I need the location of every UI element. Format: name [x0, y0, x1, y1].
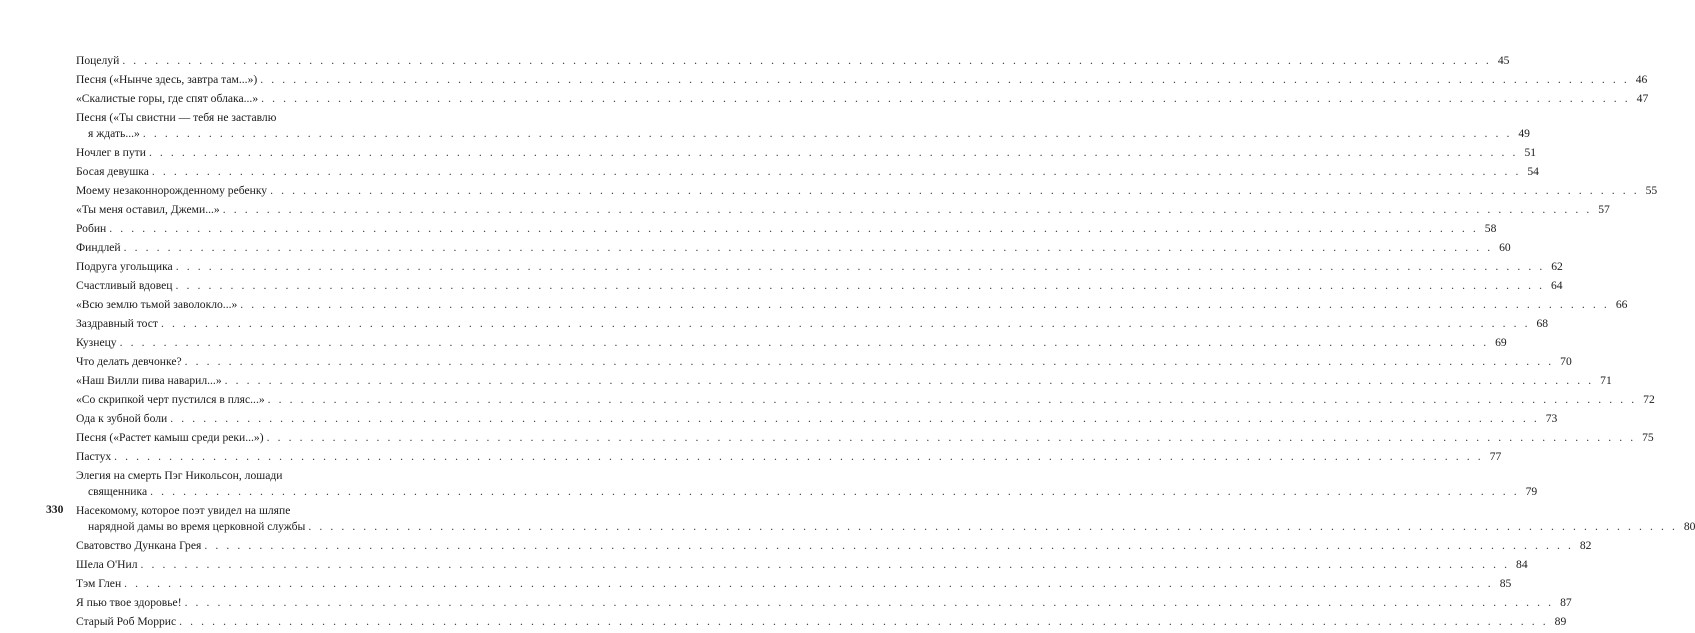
toc-entry-title: Я пью твое здоровье! [76, 596, 182, 609]
toc-entry [76, 297, 1628, 313]
toc-entry [76, 557, 1528, 573]
dot-leader [270, 183, 1639, 199]
toc-entry-page: 72 [1643, 393, 1655, 406]
toc-entry-title: «Со скрипкой черт пустился в пляс...» [76, 393, 265, 406]
toc-entry-page: 66 [1615, 298, 1628, 311]
toc-entry-row [76, 278, 1563, 294]
toc-entry-page: 47 [1636, 92, 1649, 105]
dot-leader [267, 430, 1636, 446]
dot-leader [179, 614, 1548, 630]
dot-leader [149, 145, 1518, 161]
toc-entry-page: 70 [1560, 355, 1572, 368]
toc-entry-row [76, 373, 1612, 389]
toc-entry-row [76, 430, 1654, 446]
dot-leader [124, 240, 1493, 256]
toc-entry-row [76, 53, 1510, 69]
toc-entry-page: 68 [1536, 317, 1549, 330]
toc-entry-title: священника [88, 485, 148, 498]
toc-entry-row [76, 576, 1512, 592]
toc-entry-title: «Ты меня оставил, Джеми...» [76, 203, 220, 216]
toc-entry-page: 46 [1635, 73, 1648, 86]
toc-entry [76, 240, 1511, 256]
dot-leader [185, 595, 1554, 611]
toc-entry-title: «Скалистые горы, где спят облака...» [76, 92, 259, 105]
toc-entry-page: 55 [1645, 184, 1658, 197]
toc-entry-page: 79 [1525, 485, 1538, 498]
dot-leader [268, 392, 1637, 408]
toc-entry-title-line: Элегия на смерть Пэг Никольсон, лошади [76, 469, 283, 482]
toc-entry-title: «Всю землю тьмой заволокло...» [76, 298, 238, 311]
toc-entry-row [76, 557, 1528, 573]
toc-entry-title: я ждать...» [88, 127, 140, 140]
toc-entry-title: Сватовство Дункана Грея [76, 539, 202, 552]
dot-leader [185, 354, 1554, 370]
toc-entry [76, 468, 1538, 500]
toc-entry-title: Робин [76, 222, 107, 235]
toc-entry-row [76, 538, 1592, 554]
toc-entry-row [76, 183, 1658, 199]
toc-entry [76, 411, 1558, 427]
toc-entry-row [76, 126, 1530, 142]
toc-entry-row [76, 449, 1502, 465]
dot-leader [120, 335, 1489, 351]
toc-entry-row [76, 240, 1511, 256]
toc-entry-row [76, 91, 1649, 107]
toc-entry-title: Счастливый вдовец [76, 279, 173, 292]
dot-leader [124, 576, 1493, 592]
dot-leader [109, 221, 1478, 237]
toc-entry [76, 183, 1658, 199]
toc-entry [76, 221, 1497, 237]
toc-entry [76, 278, 1563, 294]
toc-entry-page: 51 [1524, 146, 1537, 159]
toc-entry-row [76, 354, 1572, 370]
toc-entry-page: 75 [1642, 431, 1654, 444]
toc-entry-row [76, 164, 1539, 180]
toc-entry-title: Подруга угольщика [76, 260, 173, 273]
toc-entry-page: 45 [1497, 54, 1510, 67]
toc-entry-row [76, 72, 1648, 88]
toc-entry-row [76, 411, 1558, 427]
toc-entry-title: Ода к зубной боли [76, 412, 168, 425]
dot-leader [122, 53, 1491, 69]
toc-entry-title-line: Насекомому, которое поэт увидел на шляпе [76, 504, 291, 517]
toc-entry [76, 373, 1612, 389]
toc-entry [76, 614, 1567, 630]
toc-entry-row [76, 221, 1497, 237]
toc-entry [76, 110, 1530, 142]
dot-leader [260, 72, 1629, 88]
toc-entry-row [76, 519, 1695, 535]
toc-entry [76, 354, 1572, 370]
toc-entry-page: 89 [1554, 615, 1567, 628]
toc-entry-page: 77 [1489, 450, 1502, 463]
toc-entry-title: Тэм Глен [76, 577, 122, 590]
dot-leader [176, 259, 1545, 275]
toc-entry-title: Босая девушка [76, 165, 149, 178]
toc-entry [76, 164, 1539, 180]
toc-entry-title: Заздравный тост [76, 317, 158, 330]
dot-leader [170, 411, 1539, 427]
toc-entry-title: Песня («Растет камыш среди реки...») [76, 431, 264, 444]
toc-entry-title: Пастух [76, 450, 112, 463]
toc-entry-title: Кузнецу [76, 336, 117, 349]
toc-entry-page: 87 [1560, 596, 1572, 609]
toc-entry-title-line: Песня («Ты свистни — тебя не заставлю [76, 111, 277, 124]
toc-entry-page: 82 [1579, 539, 1592, 552]
toc-entry-row [76, 259, 1563, 275]
toc-entry-page: 71 [1600, 374, 1612, 387]
dot-leader [204, 538, 1573, 554]
toc-entry [76, 392, 1655, 408]
toc-entry [76, 202, 1610, 218]
dot-leader [150, 484, 1519, 500]
toc-entry [76, 576, 1512, 592]
toc-entry [76, 503, 1695, 535]
toc-entry-page: 62 [1551, 260, 1563, 273]
toc-entry [76, 145, 1537, 161]
dot-leader [175, 278, 1544, 294]
dot-leader [161, 316, 1530, 332]
toc-entry-row [76, 202, 1610, 218]
toc-entry [76, 91, 1649, 107]
toc-entry [76, 72, 1648, 88]
toc-entry [76, 430, 1654, 446]
toc-entry-row [76, 484, 1538, 500]
toc-entry-title: Финдлей [76, 241, 121, 254]
toc-entry-title: Шела О'Нил [76, 558, 138, 571]
dot-leader [308, 519, 1677, 535]
dot-leader [223, 202, 1592, 218]
toc-entry-page: 54 [1527, 165, 1539, 178]
toc-entry-row [76, 297, 1628, 313]
toc-entry-title: нарядной дамы во время церковной службы [88, 520, 306, 533]
toc-entry-title: Песня («Нынче здесь, завтра там...») [76, 73, 258, 86]
toc-entry-page: 85 [1499, 577, 1512, 590]
toc-entry [76, 53, 1510, 69]
toc-entry-row [76, 145, 1537, 161]
dot-leader [152, 164, 1521, 180]
toc-entry-page: 60 [1499, 241, 1511, 254]
toc-entry [76, 538, 1592, 554]
dot-leader [114, 449, 1483, 465]
toc-entry-title: Поцелуй [76, 54, 120, 67]
page-number: 330 [46, 503, 64, 516]
dot-leader [261, 91, 1630, 107]
dot-leader [225, 373, 1594, 389]
toc-entry-page: 58 [1484, 222, 1497, 235]
toc-entry-row [76, 614, 1567, 630]
toc-entry-row [76, 335, 1507, 351]
toc-entry-row [76, 316, 1549, 332]
toc-entry-page: 80 [1683, 520, 1695, 533]
table-of-contents [76, 53, 1695, 633]
toc-entry-page: 64 [1551, 279, 1563, 292]
toc-entry [76, 449, 1502, 465]
toc-entry [76, 595, 1572, 611]
toc-entry-page: 57 [1598, 203, 1610, 216]
toc-entry-title: «Наш Вилли пива наварил...» [76, 374, 222, 387]
toc-entry [76, 335, 1507, 351]
dot-leader [240, 297, 1609, 313]
toc-entry-title: Что делать девчонке? [76, 355, 182, 368]
toc-entry [76, 316, 1549, 332]
toc-entry [76, 259, 1563, 275]
toc-entry-title: Старый Роб Моррис [76, 615, 177, 628]
toc-entry-page: 73 [1545, 412, 1558, 425]
dot-leader [143, 126, 1512, 142]
toc-entry-page: 84 [1516, 558, 1528, 571]
toc-entry-page: 49 [1518, 127, 1530, 140]
toc-entry-row [76, 392, 1655, 408]
toc-entry-row [76, 595, 1572, 611]
toc-entry-title: Ночлег в пути [76, 146, 146, 159]
toc-entry-title: Моему незаконнорожденному ребенку [76, 184, 268, 197]
toc-entry-page: 69 [1495, 336, 1507, 349]
dot-leader [141, 557, 1510, 573]
